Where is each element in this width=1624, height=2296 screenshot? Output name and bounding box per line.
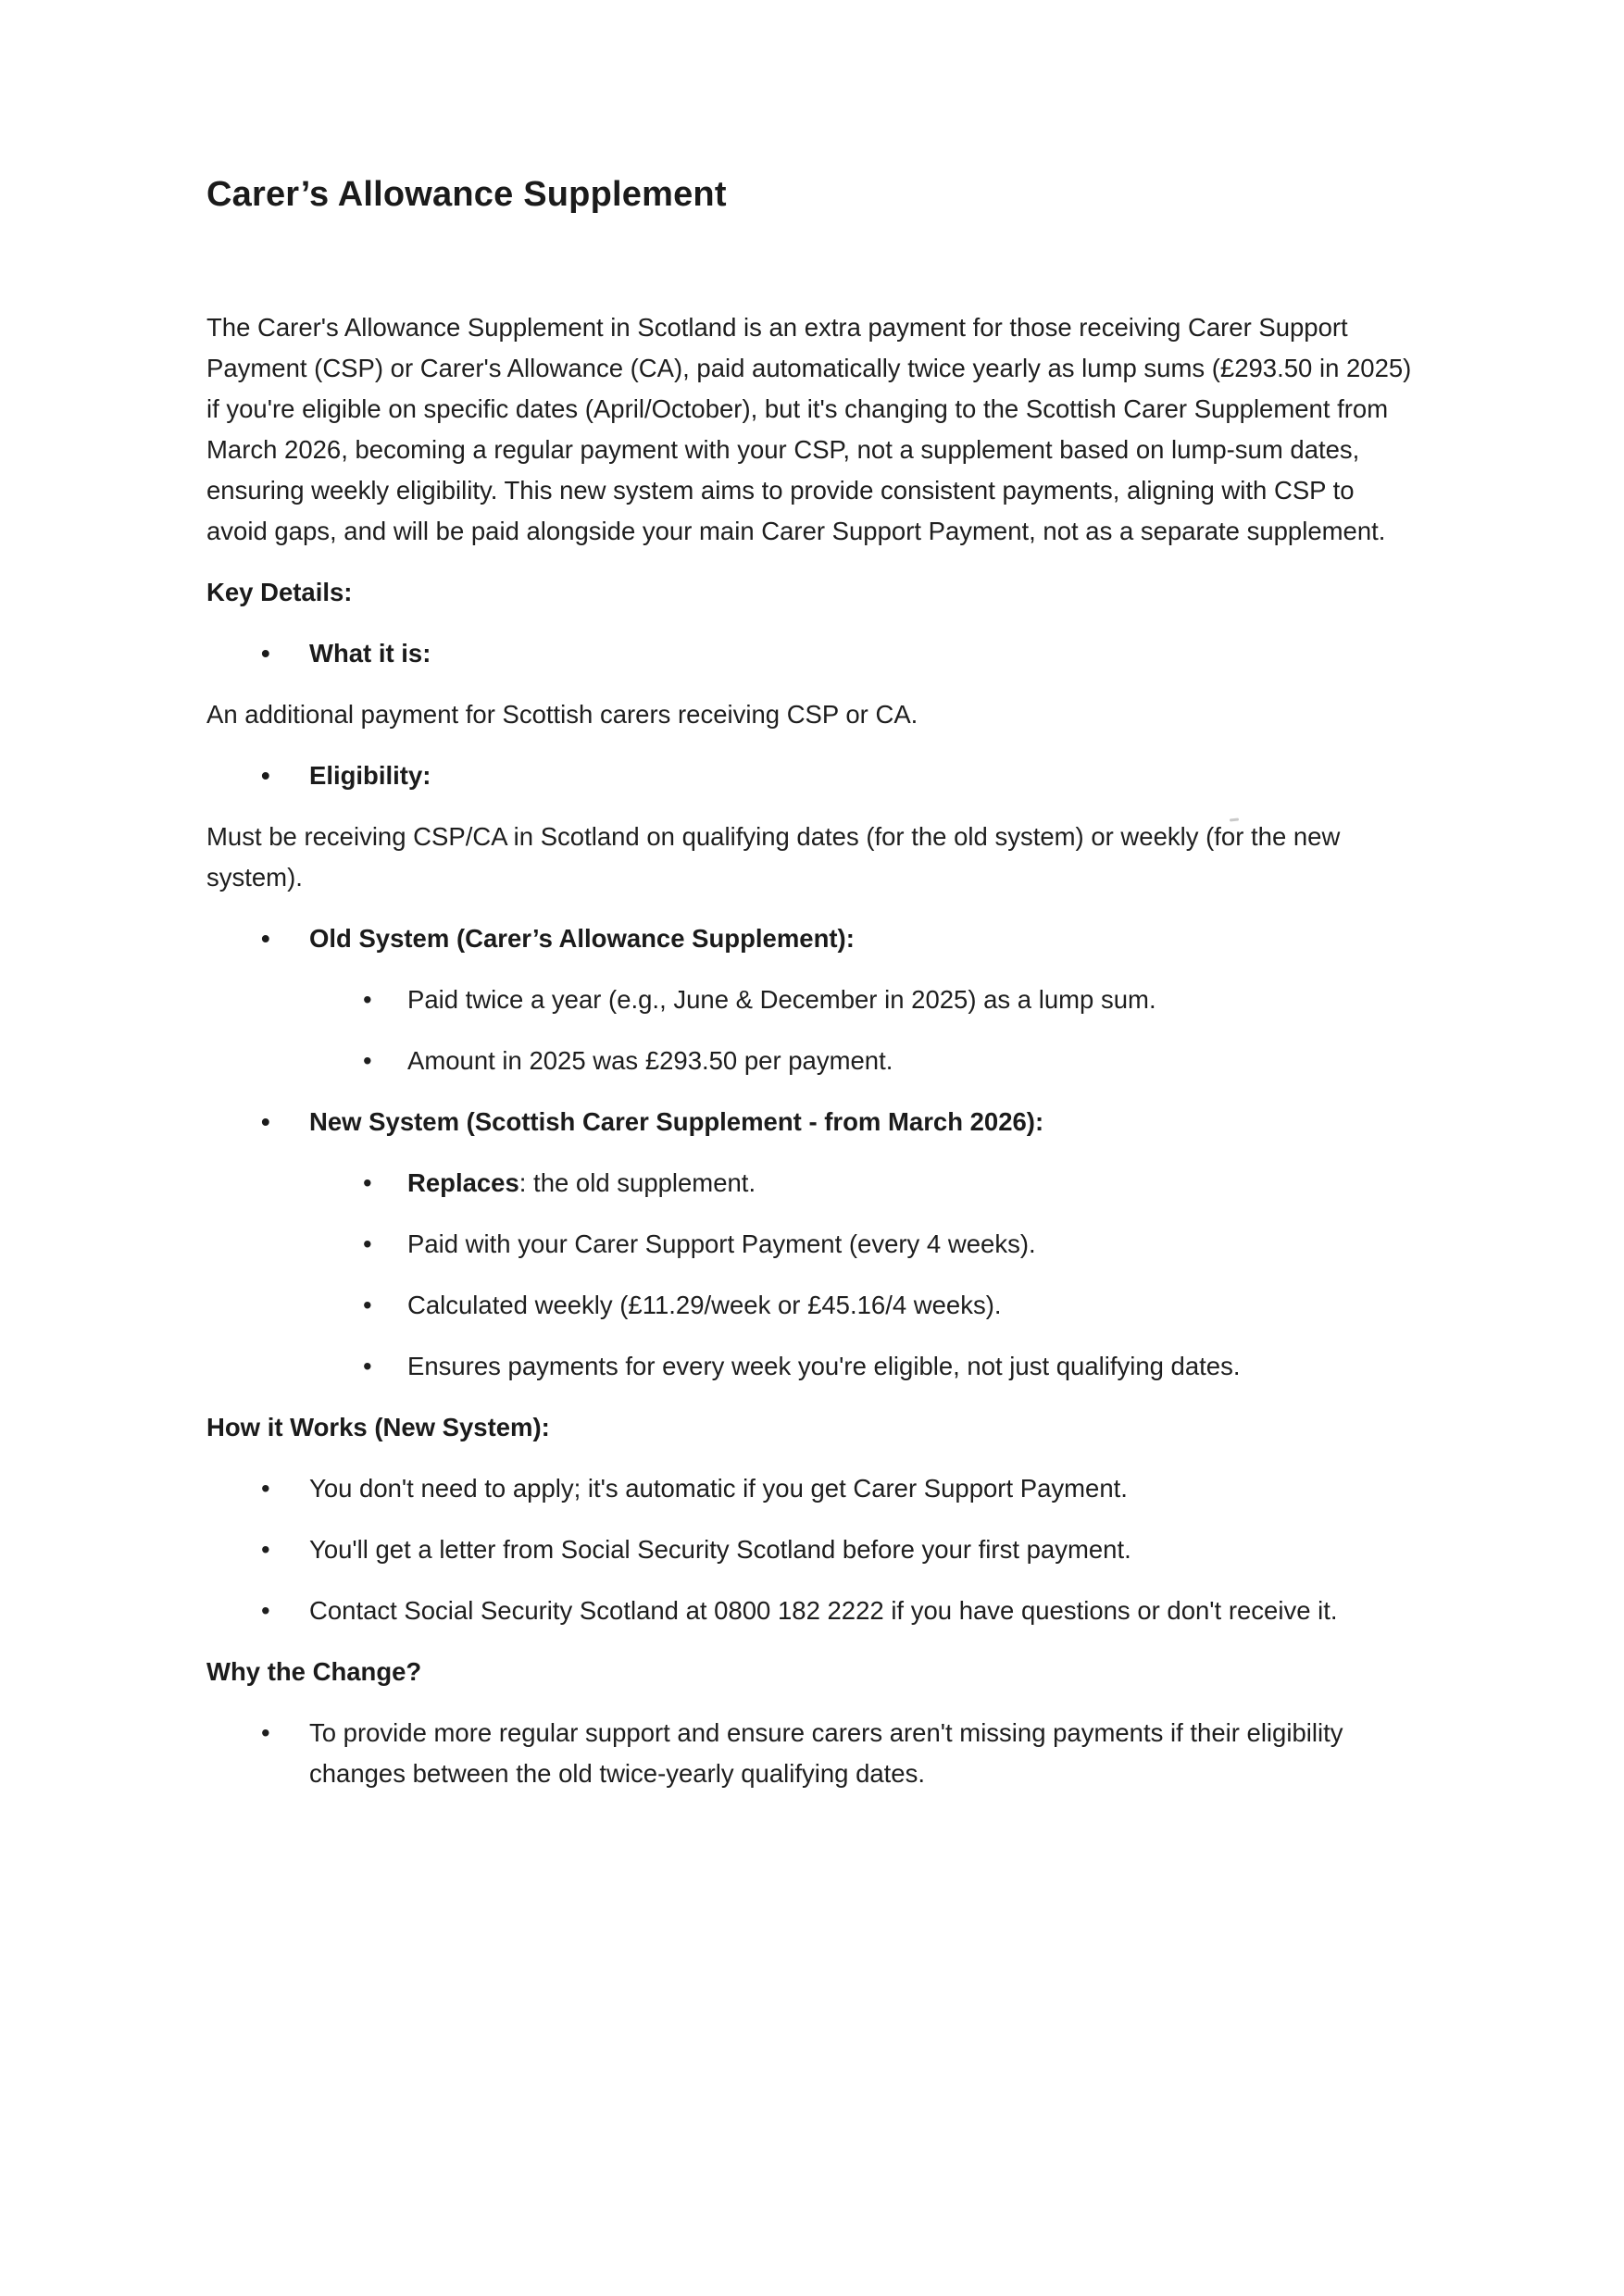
- how-it-works-list: [206, 1468, 1418, 1631]
- key-details-list-eligibility: [206, 755, 1418, 796]
- bullet-old-system-point: • Paid twice a year (e.g., June & December in 2025) as a lump sum.: [407, 980, 1418, 1020]
- bullet-what-it-is: • What it is:: [309, 633, 1418, 674]
- key-details-list-what: [206, 633, 1418, 674]
- old-system-sublist: [206, 980, 1418, 1081]
- what-it-is-description: An additional payment for Scottish carers receiving CSP or CA.: [206, 700, 918, 729]
- bullet-new-system-point: • Calculated weekly (£11.29/week or £45.16/4 weeks).: [407, 1285, 1418, 1326]
- bullet-new-system-point: • Ensures payments for every week you're eligible, not just qualifying dates.: [407, 1346, 1418, 1387]
- bullet-eligibility: • Eligibility:: [309, 755, 1418, 796]
- heading-why-the-change: Why the Change?: [206, 1657, 422, 1686]
- bullet-old-system-point: • Amount in 2025 was £293.50 per payment.: [407, 1041, 1418, 1081]
- replaces-rest: : the old supplement.: [518, 1168, 756, 1197]
- bullet-how-it-works-point: • Contact Social Security Scotland at 0800 182 2222 if you have questions or don't receive it.: [309, 1591, 1418, 1631]
- bullet-why-change-point: • To provide more regular support and ensure carers aren't missing payments if their eligibility changes between the old twice-yearly qualifying dates.: [309, 1713, 1418, 1794]
- replaces-term: Replaces: [407, 1168, 519, 1197]
- new-system-sublist: [206, 1163, 1418, 1387]
- key-details-list-new-system: [206, 1102, 1418, 1142]
- intro-paragraph: The Carer's Allowance Supplement in Scotland is an extra payment for those receiving Carer Support Payment (CSP) or Carer's Allowance (CA), paid automatically twice yearly as lump sums (£293.50 in 2025) if you're eligible on specific dates (April/October), but it's changing to the Scottish Carer Supplement from March 2026, becoming a regular payment with your CSP, not a supplement based on lump-sum dates, ensuring weekly eligibility. This new system aims to provide consistent payments, aligning with CSP to avoid gaps, and will be paid alongside your main Carer Support Payment, not as a separate supplement.: [206, 313, 1412, 545]
- bullet-old-system: • Old System (Carer’s Allowance Supplement):: [309, 918, 1418, 959]
- bullet-replaces: [407, 1163, 1418, 1204]
- heading-key-details: Key Details:: [206, 578, 353, 606]
- bullet-how-it-works-point: • You don't need to apply; it's automatic if you get Carer Support Payment.: [309, 1468, 1418, 1509]
- heading-how-it-works: How it Works (New System):: [206, 1413, 550, 1441]
- bullet-new-system: • New System (Scottish Carer Supplement - from March 2026):: [309, 1102, 1418, 1142]
- why-change-list: [206, 1713, 1418, 1794]
- bullet-how-it-works-point: • You'll get a letter from Social Security Scotland before your first payment.: [309, 1529, 1418, 1570]
- key-details-list-old-system: [206, 918, 1418, 959]
- eligibility-description: Must be receiving CSP/CA in Scotland on qualifying dates (for the old system) or weekly (for the new system).: [206, 822, 1341, 892]
- bullet-new-system-point: • Paid with your Carer Support Payment (every 4 weeks).: [407, 1224, 1418, 1265]
- page-title: Carer’s Allowance Supplement: [206, 175, 727, 214]
